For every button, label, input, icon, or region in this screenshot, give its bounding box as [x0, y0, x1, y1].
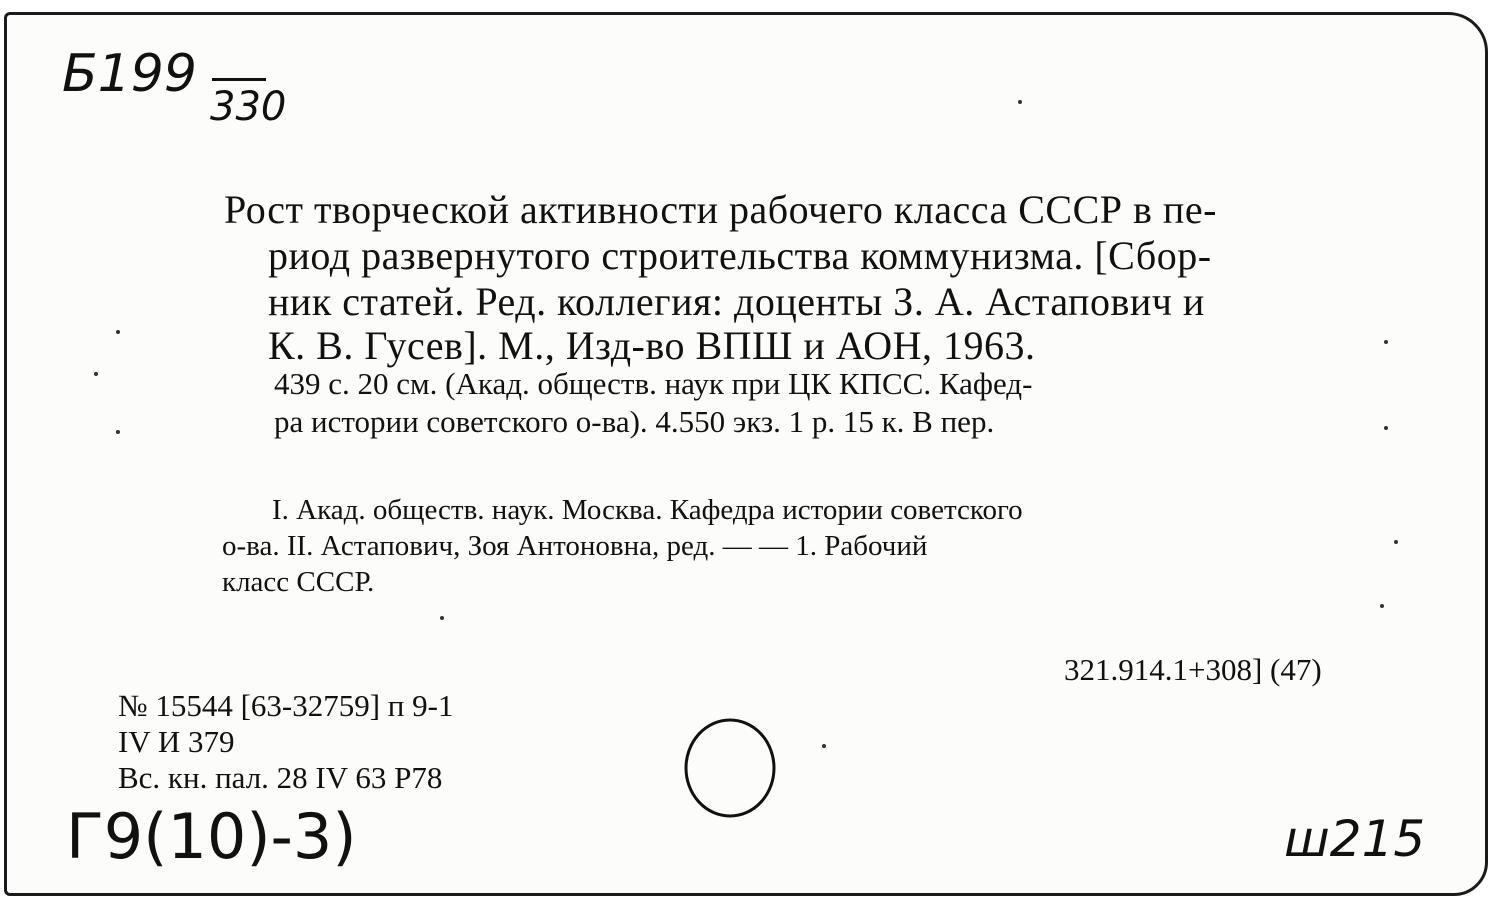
- classification-code: 321.914.1+308] (47): [1064, 652, 1322, 687]
- tracings-line-1: I. Акад. обществ. наук. Москва. Кафедра истории советского: [272, 494, 1023, 526]
- circle-stamp-icon: [680, 716, 780, 820]
- speck: [116, 430, 120, 434]
- speck: [822, 744, 826, 748]
- title-line-4: К. В. Гусев]. М., Изд-во ВПШ и АОН, 1963.: [268, 323, 1036, 368]
- speck: [1394, 540, 1398, 544]
- handwritten-call-number: Б199: [62, 44, 197, 104]
- tracings-line-2: о-ва. II. Астапович, Зоя Антоновна, ред. — — 1. Рабочий: [222, 530, 928, 562]
- footer-line-1: № 15544 [63-32759] п 9-1: [118, 688, 454, 723]
- speck: [1018, 100, 1022, 104]
- title-line-3: ник статей. Ред. коллегия: доценты З. А. Астапович и: [268, 279, 1205, 324]
- handwritten-bottom-left-code: Г9(10)-3): [66, 800, 357, 873]
- call-number-overline: [212, 78, 266, 81]
- footer-line-3: Вс. кн. пал. 28 IV 63 Р78: [118, 760, 443, 795]
- handwritten-call-number-sub: 330: [210, 84, 287, 130]
- speck: [116, 330, 120, 334]
- speck: [1380, 604, 1384, 608]
- speck: [1384, 426, 1388, 430]
- footer-line-2: IV И 379: [118, 724, 235, 759]
- handwritten-bottom-right-code: ш215: [1284, 810, 1426, 868]
- speck: [1384, 340, 1388, 344]
- title-line-1: Рост творческой активности рабочего класса СССР в пе-: [224, 187, 1217, 232]
- collation-line-1: 439 с. 20 см. (Акад. обществ. наук при ЦК КПСС. Кафед-: [274, 366, 1033, 401]
- collation-line-2: ра истории советского о-ва). 4.550 экз. 1 р. 15 к. В пер.: [274, 404, 995, 439]
- speck: [440, 616, 444, 620]
- title-line-2: риод развернутого строительства коммунизма. [Сбор-: [268, 233, 1212, 278]
- tracings-line-3: класс СССР.: [222, 566, 375, 598]
- speck: [94, 372, 98, 376]
